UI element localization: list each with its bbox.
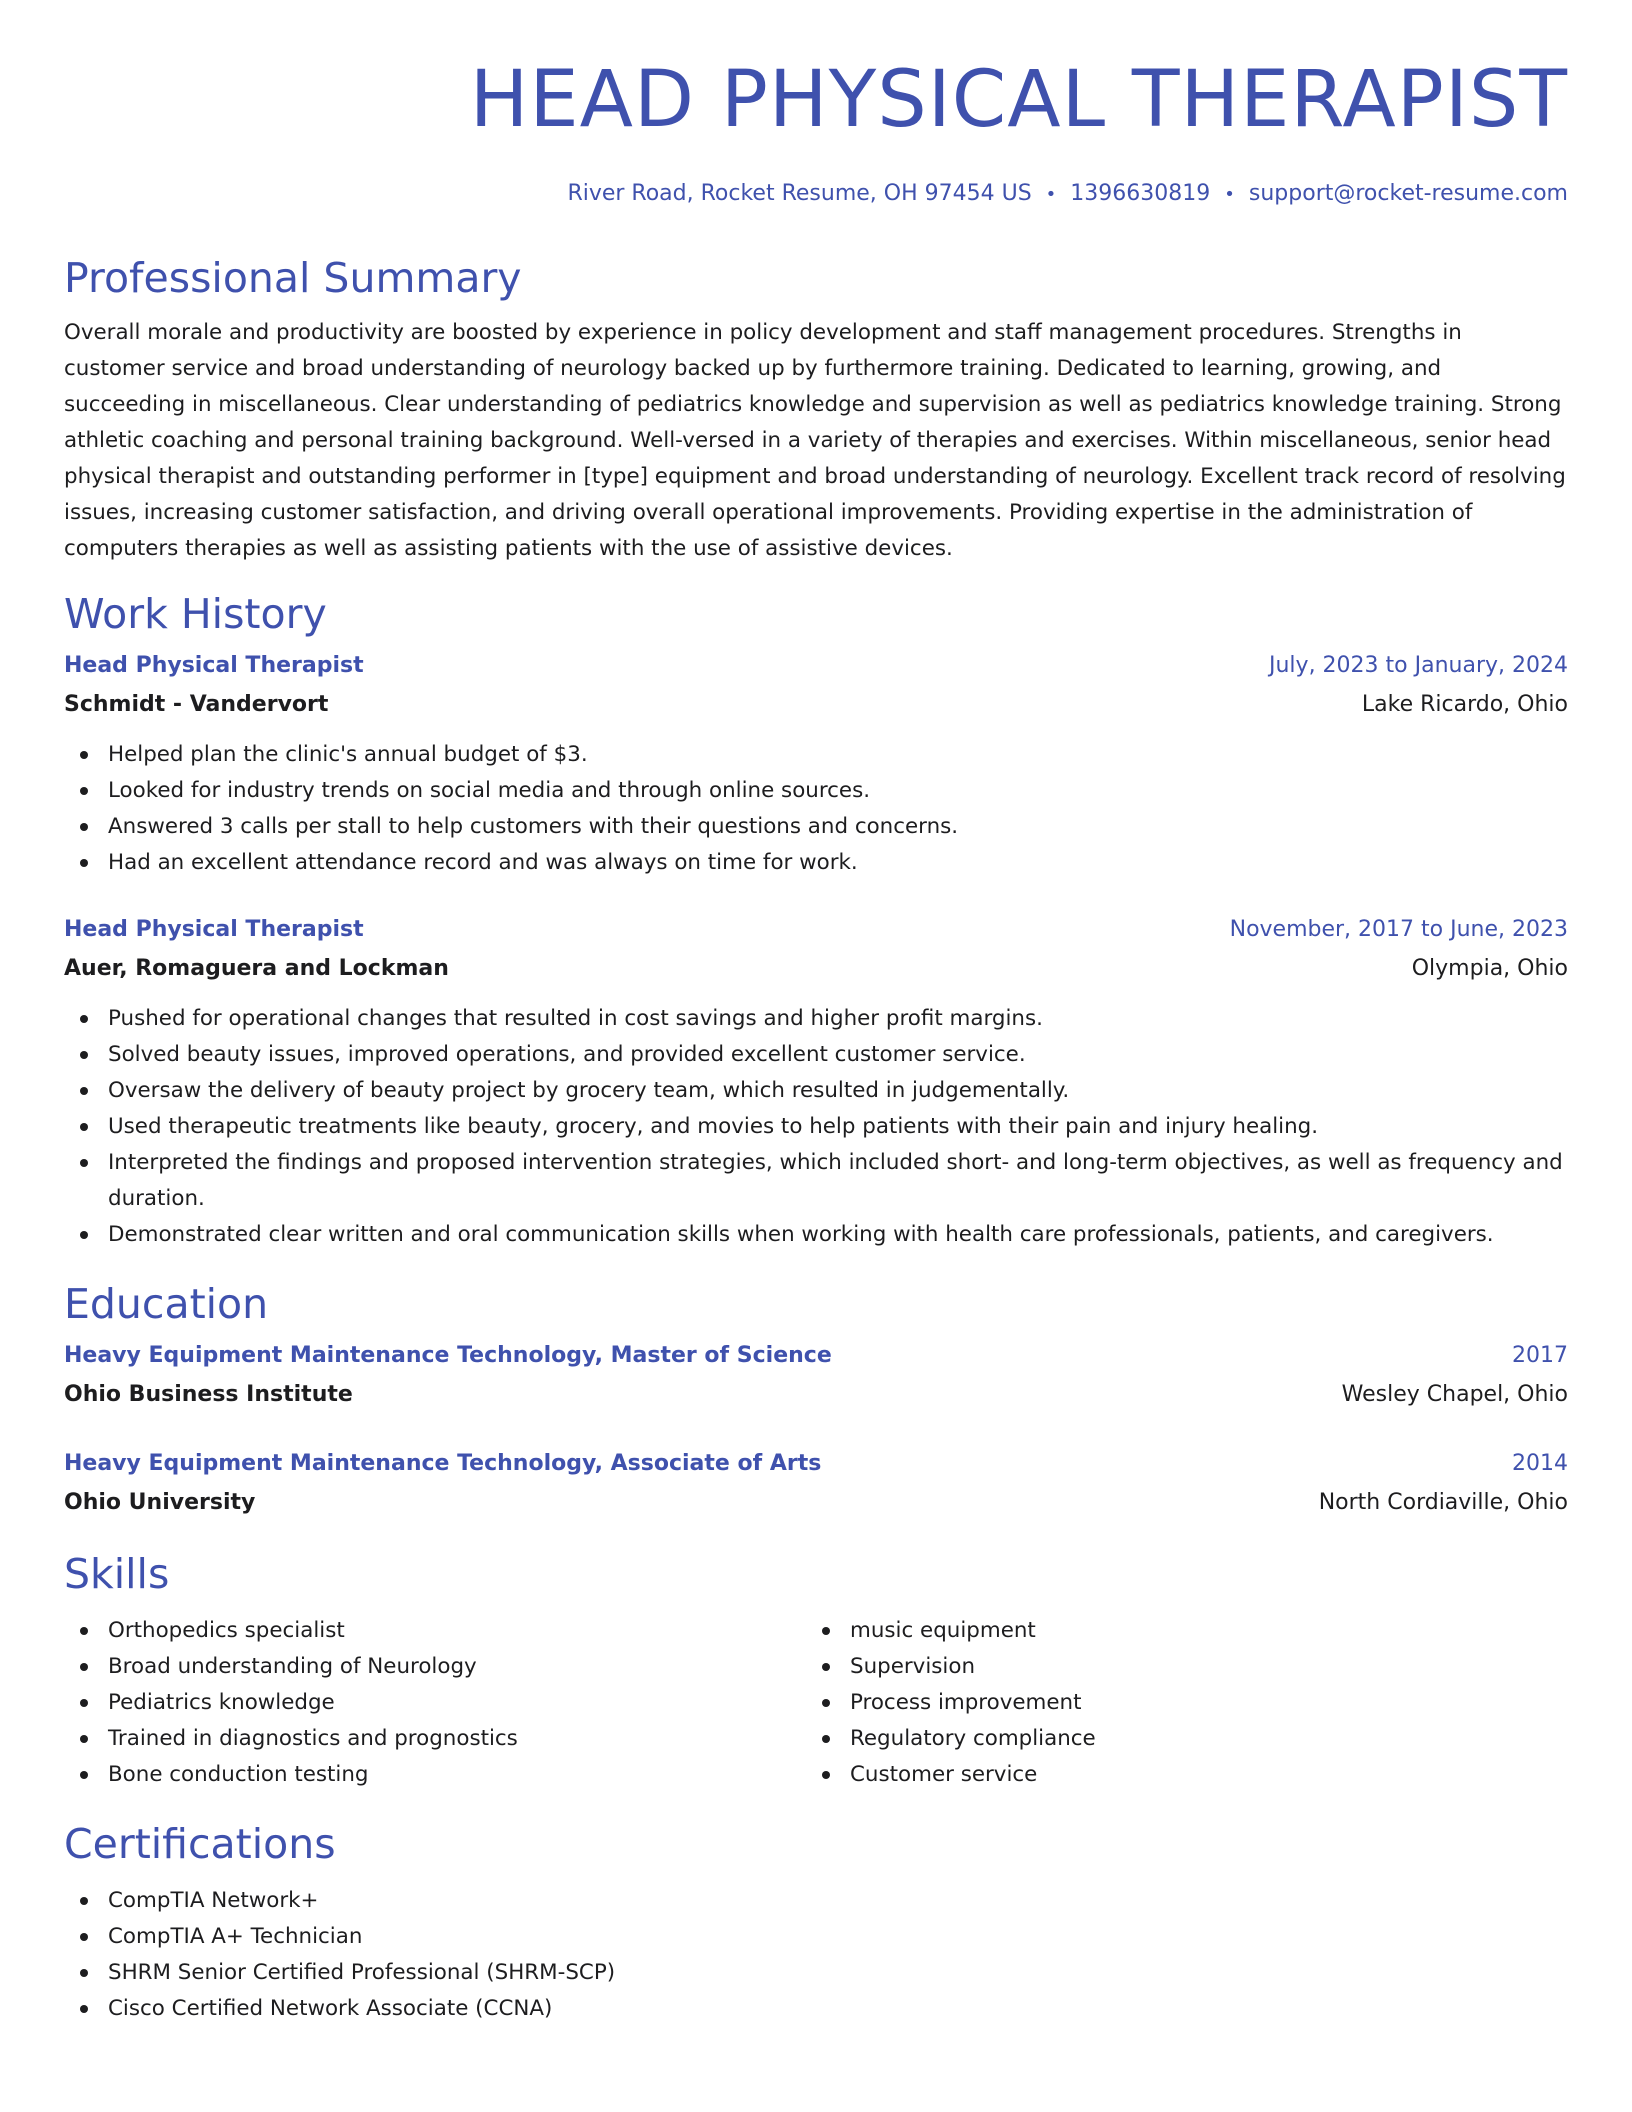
certification-item: Cisco Certified Network Associate (CCNA) [64, 1991, 1568, 2027]
skills-heading: Skills [64, 1550, 170, 1598]
skill-item: Supervision [806, 1649, 1548, 1685]
education-year: 2014 [1512, 1451, 1568, 1476]
contact-separator: • [1224, 184, 1235, 205]
job-company: Auer, Romaguera and Lockman [64, 956, 449, 981]
summary-text: Overall morale and productivity are boosted by experience in policy development and staff management procedures. Strengths in customer service and broad understanding of neurology backed up by furthermore training. Dedicated to learning, growing, and succeeding in miscellaneous. Clear understanding of pediatrics knowledge and supervision as well as pediatrics knowledge training. Strong athletic coaching and personal training background. Well-versed in a variety of therapies and exercises. Within miscellaneous, senior head physical therapist and outstanding performer in [type] equipment and broad understanding of neurology. Excellent track record of resolving issues, increasing customer satisfaction, and driving overall operational improvements. Providing expertise in the administration of computers therapies as well as assisting patients with the use of assistive devices. [64, 320, 1566, 561]
job-bullet: Answered 3 calls per stall to help customers with their questions and concerns. [64, 809, 1568, 845]
education-entry [64, 1337, 1568, 1415]
skill-item: Broad understanding of Neurology [64, 1649, 806, 1685]
job-dates: November, 2017 to June, 2023 [1229, 917, 1568, 942]
contact-line [64, 178, 1568, 211]
skills-column-right [806, 1613, 1548, 1793]
certifications-list [64, 1883, 1568, 2027]
job-bullet: Oversaw the delivery of beauty project by grocery team, which resulted in judgementally. [64, 1073, 1568, 1109]
education-location: North Cordiaville, Ohio [1318, 1490, 1568, 1515]
skills-grid [64, 1613, 1568, 1793]
skill-item: Bone conduction testing [64, 1757, 806, 1793]
education-location: Wesley Chapel, Ohio [1341, 1382, 1568, 1407]
contact-separator: • [1045, 184, 1057, 205]
certification-item: SHRM Senior Certified Professional (SHRM-SCP) [64, 1955, 1568, 1991]
education-school: Ohio University [64, 1490, 256, 1515]
job-bullets [64, 737, 1568, 881]
skill-item: Regulatory compliance [806, 1721, 1548, 1757]
job-dates: July, 2023 to January, 2024 [1269, 653, 1568, 678]
job-bullet: Pushed for operational changes that resulted in cost savings and higher profit margins. [64, 1001, 1568, 1037]
job-role: Head Physical Therapist [64, 653, 364, 678]
summary-heading: Professional Summary [64, 254, 522, 302]
skill-item: Trained in diagnostics and prognostics [64, 1721, 806, 1757]
education-degree: Heavy Equipment Maintenance Technology, Associate of Arts [64, 1451, 822, 1476]
skill-item: music equipment [806, 1613, 1548, 1649]
resume-name: HEAD PHYSICAL THERAPIST [469, 55, 1568, 145]
certification-item: CompTIA Network+ [64, 1883, 1568, 1919]
job-role: Head Physical Therapist [64, 917, 364, 942]
education-entry [64, 1445, 1568, 1523]
contact-phone: 1396630819 [1070, 181, 1211, 206]
job-bullet: Used therapeutic treatments like beauty, grocery, and movies to help patients with their pain and injury healing. [64, 1109, 1568, 1145]
education-school: Ohio Business Institute [64, 1382, 353, 1407]
work-history-heading: Work History [64, 590, 327, 638]
job-bullet: Interpreted the findings and proposed intervention strategies, which included short- and long-term objectives, as well as frequency and duration. [64, 1145, 1568, 1217]
skill-item: Process improvement [806, 1685, 1548, 1721]
education-heading: Education [64, 1280, 269, 1328]
skill-item: Pediatrics knowledge [64, 1685, 806, 1721]
certifications-heading: Certifications [64, 1820, 336, 1868]
job-location: Lake Ricardo, Ohio [1361, 692, 1568, 717]
job-bullet: Solved beauty issues, improved operations, and provided excellent customer service. [64, 1037, 1568, 1073]
contact-address: River Road, Rocket Resume, OH 97454 US [567, 181, 1032, 206]
job-entry [64, 647, 1568, 881]
job-location: Olympia, Ohio [1411, 956, 1568, 981]
job-bullet: Had an excellent attendance record and was always on time for work. [64, 845, 1568, 881]
job-bullet: Helped plan the clinic's annual budget of $3. [64, 737, 1568, 773]
job-bullet: Looked for industry trends on social media and through online sources. [64, 773, 1568, 809]
resume-page [64, 0, 1568, 2027]
job-bullets [64, 1001, 1568, 1253]
job-company: Schmidt - Vandervort [64, 692, 329, 717]
certification-item: CompTIA A+ Technician [64, 1919, 1568, 1955]
job-bullet: Demonstrated clear written and oral communication skills when working with health care professionals, patients, and caregivers. [64, 1217, 1568, 1253]
job-entry [64, 911, 1568, 1253]
education-year: 2017 [1512, 1343, 1568, 1368]
skills-column-left [64, 1613, 806, 1793]
education-degree: Heavy Equipment Maintenance Technology, Master of Science [64, 1343, 832, 1368]
contact-email: support@rocket-resume.com [1248, 181, 1568, 206]
skill-item: Orthopedics specialist [64, 1613, 806, 1649]
skill-item: Customer service [806, 1757, 1548, 1793]
